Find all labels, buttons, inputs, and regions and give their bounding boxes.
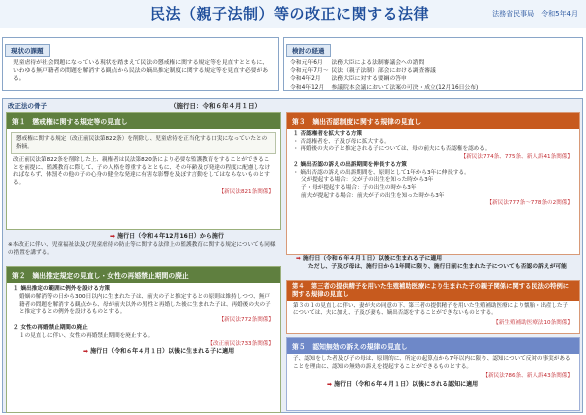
- section-3-title: 第３ 嫡出否認制度に関する規律の見直し: [287, 113, 579, 129]
- history-date: 令和4年12月: [290, 84, 325, 91]
- section-2-p1-ref: 【新民法772条関係】: [218, 317, 274, 324]
- section-1-summary: 懲戒権に関する規定（改正前民法第822条）を削除し、児童虐待を正当化する口実になっていたとの指摘。: [11, 132, 276, 154]
- table-row: [290, 75, 481, 83]
- section-1-note: ※本改正に伴い、児童福祉法及び児童虐待の防止等に関する法律上の監護教育に関する規定についても同様の措置を講ずる。: [8, 242, 276, 256]
- background-text: 児童虐待が社会問題になっている現状を踏まえて民法の懲戒権に関する規定等を見直すとともに、いわゆる無戸籍者の問題を解消する観点から民法の嫡出推定制度に関する規定等を見直す必要がある。: [13, 60, 269, 82]
- outline-label: 改正法の骨子: [8, 102, 47, 110]
- section-3-effective-note: ただし、子及び母は、施行日から1年間に限り、施行日前に生まれた子についても否認の訴えが可能: [308, 263, 567, 270]
- table-row: [290, 59, 481, 67]
- history-event: 法務大臣に対する要綱の答申: [331, 76, 407, 83]
- section-3-p1-ref: 【新民法774条、775条、新人訴41条関係】: [460, 154, 573, 161]
- section-1: [6, 112, 281, 230]
- section-3-p1-head: １ 否認権者を拡大する方策: [293, 131, 363, 137]
- section-1-ref: 【新民法821条関係】: [218, 189, 274, 196]
- section-5: [286, 337, 580, 411]
- arrow-icon: ➡: [327, 381, 333, 389]
- section-2: [6, 266, 281, 413]
- section-2-effective-text: 施行日（令和６年４月１日）以後に生まれる子に適用: [90, 348, 235, 356]
- section-5-effective-text: 施行日（令和６年４月１日）以後にされる認知に適用: [334, 381, 479, 389]
- section-3-p2-head: ２ 嫡出否認の訴えの出訴期間を伸長する方策: [293, 161, 407, 168]
- section-5-body: 子、認知をした者及び子の母は、原則的に、所定の起算点から7年以内に限り、認知について反対の事実があることを理由に、認知の無効の訴えを提起することができるものとする。: [293, 356, 571, 370]
- background-label: 現状の課題: [5, 44, 50, 57]
- history-label: 検討の経過: [286, 44, 331, 57]
- section-3-p2-ref: 【新民法777条～778条の2関係】: [486, 200, 573, 207]
- background-box: [2, 37, 279, 91]
- section-5-title: 第５ 認知無効の訴えの規律の見直し: [287, 338, 579, 354]
- section-1-effective: [110, 231, 224, 240]
- section-3-p1-l1: ・ 否認権者を、子及び母に拡大する。: [293, 138, 390, 145]
- section-3-p2-l3: 子・母が提起する場合：子の出生の時から3年: [301, 184, 417, 191]
- table-row: [290, 67, 481, 75]
- section-2-p1-head: １ 嫡出推定の範囲に例外を設ける方策: [13, 286, 111, 292]
- section-2-p2-ref: 【改正前民法733条関係】: [207, 340, 274, 347]
- history-box: [283, 37, 583, 91]
- history-date: 令和元年6月: [290, 60, 323, 66]
- section-3: [286, 112, 580, 255]
- table-row: [290, 84, 481, 92]
- outline-effective: （施行日：令和６年４月１日）: [170, 102, 261, 110]
- history-event: 民法（親子法制）部会における調査審議: [331, 68, 436, 75]
- section-3-p2-l2: 父が提起する場合：父が子の出生を知った時から3年: [301, 177, 434, 184]
- section-3-p1-l2: ・ 再婚後の夫の子と推定される子については、母の前夫にも否認権を認める。: [293, 146, 491, 153]
- section-4: [286, 280, 580, 334]
- page-title: 民法（親子法制）等の改正に関する法律: [150, 5, 430, 23]
- history-event: 参議院本会議において法案の可決・成立(12月16日公布): [331, 84, 479, 91]
- section-2-p2-head: ２ 女性の再婚禁止期間の廃止: [13, 324, 88, 331]
- history-date: 令和4年2月: [290, 76, 321, 83]
- header: [0, 0, 586, 28]
- history-event: 法務大臣による法制審議会への諮問: [331, 60, 425, 66]
- section-1-title: 第１ 懲戒権に関する規定等の見直し: [7, 113, 280, 129]
- section-3-content: [287, 129, 579, 208]
- history-date: 令和元年7月～: [290, 68, 329, 75]
- section-4-ref: 【新生殖補助医療法10条関係】: [493, 319, 573, 326]
- section-5-ref: 【新民法786条、新人訴43条関係】: [482, 373, 573, 380]
- section-1-effective-text: 施行日（令和４年12月16日）から施行: [117, 233, 224, 240]
- arrow-icon: ➡: [296, 256, 301, 262]
- section-5-effective: [327, 379, 579, 388]
- section-2-content: [7, 283, 280, 356]
- arrow-icon: ➡: [110, 233, 116, 240]
- history-table: [290, 59, 481, 92]
- org-date: 法務省民事局 令和5年4月: [492, 10, 578, 18]
- section-4-title: 第４ 第三者の提供精子を用いた生殖補助医療により生まれた子の親子関係に関する民法の特例に関する規律の見直し: [287, 281, 579, 301]
- section-3-p2-l1: ・ 嫡出否認の訴えの出訴期間を、原則として1年から3年に伸長する。: [293, 169, 470, 176]
- section-3-effective-text: 施行日（令和６年４月１日）以後に生まれる子に適用: [302, 256, 443, 262]
- section-2-p1-body: 婚姻の解消等の日から300日以内に生まれた子は、前夫の子と推定するとの原則は維持しつつ、無戸籍者の問題を解消する観点から、母が前夫以外の男性と再婚した後に生まれた子は、再婚後の夫の子と推定するとの例外を設けるものとする。: [19, 293, 271, 316]
- section-2-effective: [83, 348, 274, 356]
- section-2-p2-body: １の見直しに伴い、女性の再婚禁止期間を廃止する。: [19, 332, 154, 339]
- section-2-title: 第２ 嫡出推定規定の見直し・女性の再婚禁止期間の廃止: [7, 267, 280, 283]
- arrow-icon: ➡: [83, 348, 89, 356]
- section-1-body: 改正前民法第822条を削除した上、親権者は民法第820条により必要な監護教育をすることができることを前提に、監護教育に際して、子の人格を尊重するとともに、その年齢及び発達の程度に配慮しなければならず、体罰その他の子の心身の健全な発達に有害な影響を及ぼす言動をしてはならないものとする。: [13, 157, 271, 186]
- section-4-body: 第３の１の見直しに伴い、妻が夫の同意の下、第三者の提供精子を用いた生殖補助医療により懐胎・出産した子については、夫に加え、子及び妻も、嫡出否認をすることができないものとする。: [293, 303, 569, 317]
- section-3-effective: [296, 256, 580, 271]
- section-3-p2-l4: 前夫が提起する場合：前夫が子の出生を知った時から3年: [301, 192, 445, 199]
